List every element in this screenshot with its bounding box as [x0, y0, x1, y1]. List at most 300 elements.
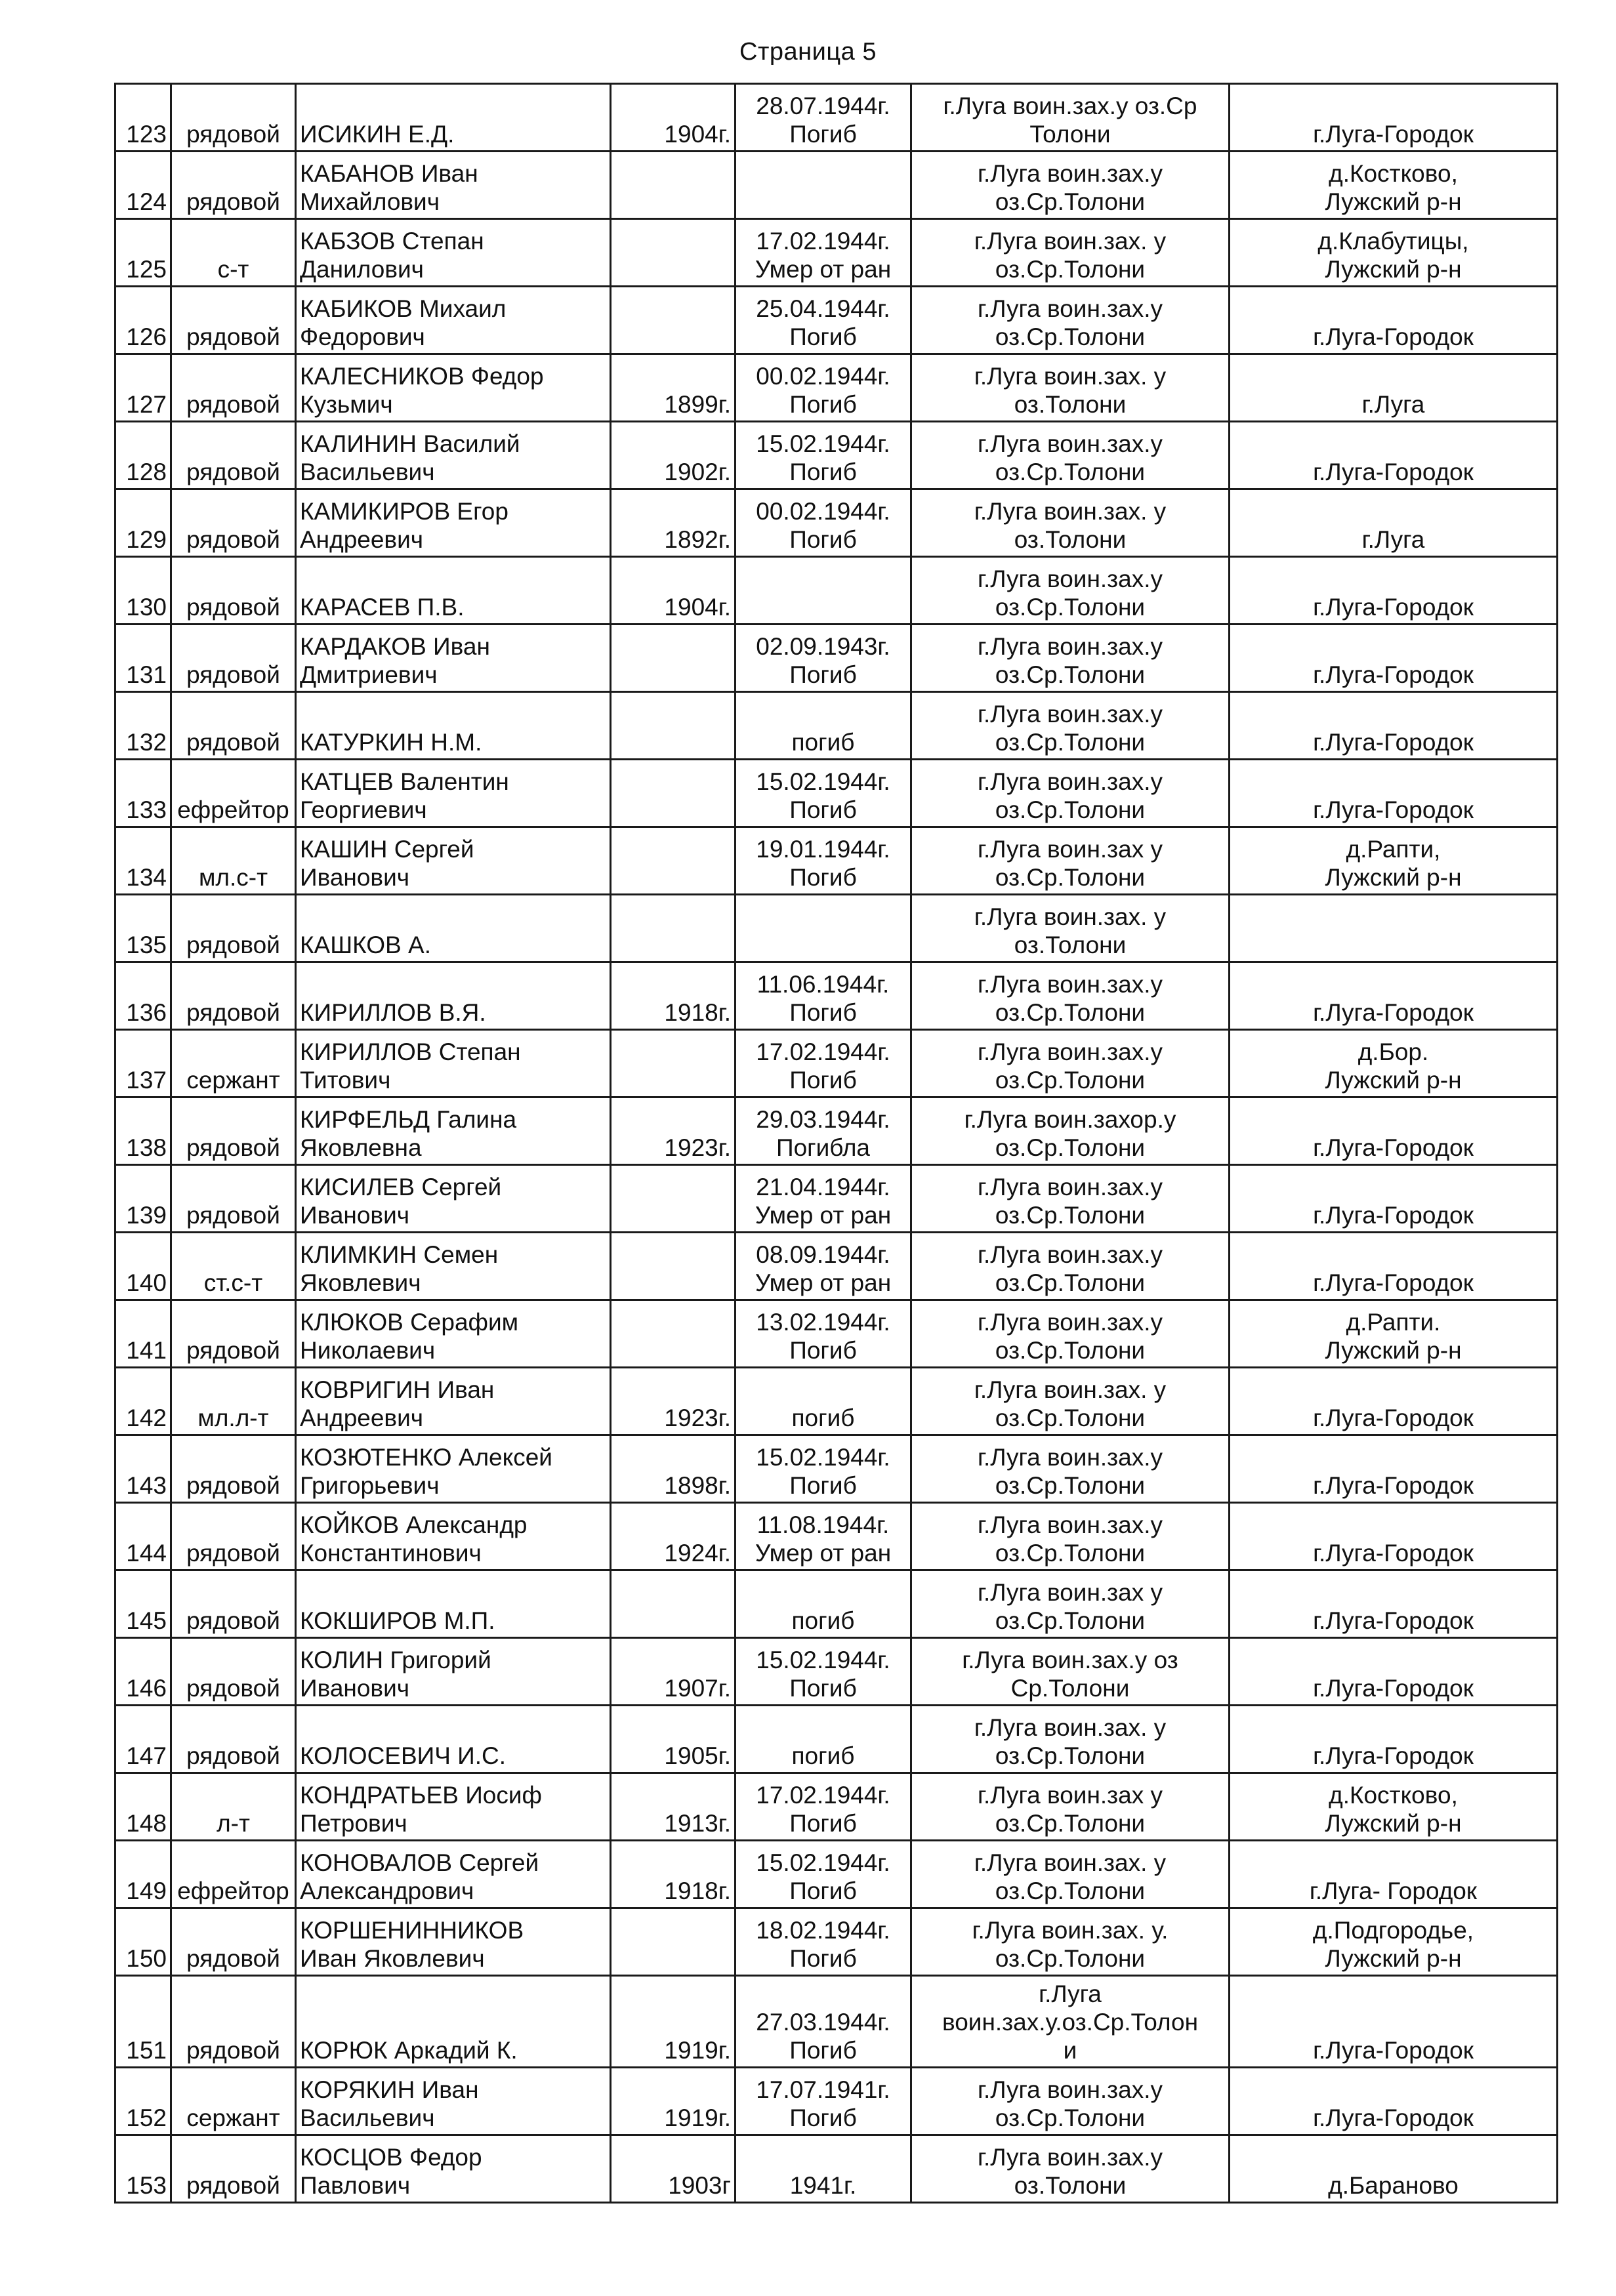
name-cell-text: КАМИКИРОВ Егор Андреевич	[300, 498, 508, 554]
rank-cell-text: рядовой	[186, 729, 280, 756]
origin-cell-text: г.Луга-Городок	[1313, 1269, 1474, 1297]
death-info-cell-text: 00.02.1944г. Погиб	[756, 363, 890, 419]
row-number-text: 147	[126, 1742, 167, 1770]
row-number	[115, 895, 171, 962]
row-number-text: 125	[126, 256, 167, 283]
table-row	[115, 422, 1558, 489]
rank-cell-text: л-т	[217, 1810, 250, 1837]
rank-cell	[171, 1300, 296, 1368]
origin-cell	[1230, 1706, 1558, 1773]
origin-cell-text: г.Луга-Городок	[1313, 2104, 1474, 2132]
death-info-cell-text: 21.04.1944г. Умер от ран	[755, 1174, 892, 1229]
death-info-cell	[735, 1773, 911, 1841]
origin-cell	[1230, 2135, 1558, 2203]
rank-cell	[171, 692, 296, 760]
rank-cell	[171, 1638, 296, 1706]
death-info-cell-text: погиб	[791, 1404, 855, 1432]
death-info-cell	[735, 962, 911, 1030]
rank-cell	[171, 2135, 296, 2203]
rank-cell-text: рядовой	[186, 661, 280, 689]
origin-cell	[1230, 895, 1558, 962]
burial-place-cell-text: г.Луга воин.зах. у оз.Толони	[974, 903, 1167, 959]
burial-place-cell	[911, 1368, 1230, 1435]
burial-place-cell	[911, 1097, 1230, 1165]
name-cell	[296, 895, 611, 962]
row-number-text: 152	[126, 2104, 167, 2132]
name-cell-text: КИСИЛЕВ Сергей Иванович	[300, 1174, 502, 1229]
birth-year-cell	[611, 827, 735, 895]
death-info-cell	[735, 557, 911, 625]
table-row	[115, 895, 1558, 962]
name-cell-text: КАБЗОВ Степан Данилович	[300, 228, 484, 283]
rank-cell-text: мл.л-т	[197, 1404, 269, 1432]
origin-cell	[1230, 1976, 1558, 2068]
burial-place-cell	[911, 84, 1230, 152]
death-info-cell-text: погиб	[791, 1742, 855, 1770]
row-number-text: 139	[126, 1202, 167, 1229]
row-number	[115, 1233, 171, 1300]
birth-year-cell	[611, 1706, 735, 1773]
death-info-cell	[735, 760, 911, 827]
name-cell-text: КИРИЛЛОВ Степан Титович	[300, 1038, 521, 1094]
death-info-cell	[735, 1097, 911, 1165]
birth-year-cell	[611, 692, 735, 760]
origin-cell-text: д.Рапти. Лужский р-н	[1325, 1309, 1462, 1364]
burial-place-cell	[911, 625, 1230, 692]
death-info-cell-text: 27.03.1944г. Погиб	[756, 2009, 890, 2064]
birth-year-cell	[611, 1773, 735, 1841]
row-number-text: 131	[126, 661, 167, 689]
death-info-cell	[735, 422, 911, 489]
death-info-cell-text: 17.02.1944г. Погиб	[756, 1782, 890, 1837]
birth-year-cell	[611, 1570, 735, 1638]
origin-cell-text: г.Луга-Городок	[1313, 661, 1474, 689]
rank-cell-text: рядовой	[186, 526, 280, 554]
name-cell	[296, 422, 611, 489]
burial-place-cell	[911, 489, 1230, 557]
rank-cell-text: рядовой	[186, 1134, 280, 1162]
row-number-text: 149	[126, 1877, 167, 1905]
death-info-cell	[735, 1435, 911, 1503]
row-number	[115, 1030, 171, 1097]
burial-place-cell	[911, 1908, 1230, 1976]
birth-year-cell	[611, 287, 735, 354]
birth-year-cell	[611, 354, 735, 422]
row-number-text: 133	[126, 796, 167, 824]
rank-cell-text: рядовой	[186, 121, 280, 148]
row-number-text: 145	[126, 1607, 167, 1635]
row-number-text: 136	[126, 999, 167, 1027]
birth-year-cell-text: 1907г.	[664, 1675, 731, 1702]
table-row	[115, 1908, 1558, 1976]
origin-cell	[1230, 1841, 1558, 1908]
burial-place-cell-text: г.Луга воин.зах.у.оз.Ср.Толон и	[942, 1980, 1199, 2064]
name-cell	[296, 287, 611, 354]
death-info-cell-text: 08.09.1944г. Умер от ран	[755, 1241, 892, 1297]
row-number	[115, 1368, 171, 1435]
row-number	[115, 1773, 171, 1841]
death-info-cell-text: 13.02.1944г. Погиб	[756, 1309, 890, 1364]
birth-year-cell	[611, 2135, 735, 2203]
name-cell	[296, 1570, 611, 1638]
name-cell	[296, 1368, 611, 1435]
origin-cell	[1230, 489, 1558, 557]
name-cell	[296, 557, 611, 625]
name-cell-text: КАБАНОВ Иван Михайлович	[300, 160, 478, 216]
rank-cell-text: мл.с-т	[198, 864, 268, 892]
rank-cell	[171, 1030, 296, 1097]
death-info-cell	[735, 1638, 911, 1706]
origin-cell-text: д.Бараново	[1328, 2172, 1459, 2200]
name-cell-text: КИРИЛЛОВ В.Я.	[300, 999, 486, 1027]
row-number-text: 153	[126, 2172, 167, 2200]
origin-cell-text: д.Рапти, Лужский р-н	[1325, 836, 1462, 892]
birth-year-cell	[611, 1503, 735, 1570]
origin-cell	[1230, 1300, 1558, 1368]
death-info-cell	[735, 1503, 911, 1570]
burial-place-cell-text: г.Луга воин.зах.у оз.Ср.Толони	[977, 971, 1163, 1027]
burial-place-cell	[911, 2068, 1230, 2135]
birth-year-cell	[611, 962, 735, 1030]
burial-place-cell-text: г.Луга воин.зах. у оз.Толони	[974, 498, 1167, 554]
origin-cell-text: г.Луга-Городок	[1313, 1134, 1474, 1162]
origin-cell	[1230, 692, 1558, 760]
burial-place-cell	[911, 422, 1230, 489]
rank-cell	[171, 760, 296, 827]
origin-cell-text: д.Костково, Лужский р-н	[1325, 1782, 1462, 1837]
row-number	[115, 2068, 171, 2135]
table-row	[115, 84, 1558, 152]
birth-year-cell	[611, 152, 735, 219]
burial-place-cell-text: г.Луга воин.зах.у оз.Ср.Толони	[977, 1511, 1163, 1567]
row-number-text: 129	[126, 526, 167, 554]
table-row	[115, 557, 1558, 625]
burial-place-cell	[911, 1300, 1230, 1368]
origin-cell-text: г.Луга-Городок	[1313, 594, 1474, 621]
name-cell-text: КОРШЕНИННИКОВ Иван Яковлевич	[300, 1917, 524, 1973]
birth-year-cell-text: 1898г.	[664, 1472, 731, 1500]
birth-year-cell	[611, 760, 735, 827]
table-row	[115, 219, 1558, 287]
row-number	[115, 1908, 171, 1976]
rank-cell	[171, 1773, 296, 1841]
burial-place-cell-text: г.Луга воин.зах у оз.Ср.Толони	[977, 1579, 1163, 1635]
table-row	[115, 1503, 1558, 1570]
birth-year-cell	[611, 422, 735, 489]
burial-place-cell	[911, 287, 1230, 354]
origin-cell-text: д.Костково, Лужский р-н	[1325, 160, 1462, 216]
birth-year-cell	[611, 219, 735, 287]
origin-cell-text: г.Луга-Городок	[1313, 1472, 1474, 1500]
burial-place-cell-text: г.Луга воин.зах.у оз.Ср.Толони	[977, 565, 1163, 621]
birth-year-cell	[611, 1638, 735, 1706]
origin-cell	[1230, 557, 1558, 625]
name-cell-text: КОНОВАЛОВ Сергей Александрович	[300, 1849, 539, 1905]
table-row	[115, 152, 1558, 219]
name-cell-text: КОЗЮТЕНКО Алексей Григорьевич	[300, 1444, 552, 1500]
birth-year-cell	[611, 1233, 735, 1300]
origin-cell-text: г.Луга-Городок	[1313, 1540, 1474, 1567]
rank-cell-text: ефрейтор	[177, 1877, 289, 1905]
name-cell	[296, 2135, 611, 2203]
birth-year-cell	[611, 84, 735, 152]
origin-cell	[1230, 287, 1558, 354]
burial-place-cell-text: г.Луга воин.зах.у оз Ср.Толони	[962, 1647, 1178, 1702]
birth-year-cell-text: 1902г.	[664, 459, 731, 486]
table-row	[115, 625, 1558, 692]
rank-cell	[171, 1503, 296, 1570]
roster-body	[115, 84, 1558, 2203]
origin-cell	[1230, 1233, 1558, 1300]
row-number-text: 127	[126, 391, 167, 419]
rank-cell	[171, 1368, 296, 1435]
death-info-cell	[735, 1233, 911, 1300]
rank-cell	[171, 287, 296, 354]
origin-cell-text: г.Луга-Городок	[1313, 729, 1474, 756]
name-cell-text: КАРАСЕВ П.В.	[300, 594, 465, 621]
birth-year-cell	[611, 1165, 735, 1233]
birth-year-cell	[611, 1030, 735, 1097]
death-info-cell	[735, 1570, 911, 1638]
name-cell	[296, 1976, 611, 2068]
rank-cell-text: ст.с-т	[203, 1269, 263, 1297]
death-info-cell	[735, 1841, 911, 1908]
origin-cell-text: д.Клабутицы, Лужский р-н	[1317, 228, 1469, 283]
birth-year-cell-text: 1903г	[668, 2172, 731, 2200]
birth-year-cell-text: 1919г.	[664, 2037, 731, 2064]
birth-year-cell-text: 1892г.	[664, 526, 731, 554]
rank-cell-text: рядовой	[186, 594, 280, 621]
row-number	[115, 354, 171, 422]
row-number	[115, 1706, 171, 1773]
rank-cell	[171, 625, 296, 692]
burial-place-cell	[911, 2135, 1230, 2203]
row-number-text: 144	[126, 1540, 167, 1567]
death-info-cell	[735, 1976, 911, 2068]
burial-place-cell-text: г.Луга воин.зах.у оз.Ср.Толони	[977, 1241, 1163, 1297]
burial-place-cell	[911, 1638, 1230, 1706]
birth-year-cell-text: 1918г.	[664, 999, 731, 1027]
death-info-cell	[735, 895, 911, 962]
birth-year-cell	[611, 1841, 735, 1908]
table-row	[115, 287, 1558, 354]
name-cell	[296, 827, 611, 895]
burial-roster-table	[114, 83, 1558, 2204]
row-number	[115, 1165, 171, 1233]
origin-cell	[1230, 1368, 1558, 1435]
table-row	[115, 1097, 1558, 1165]
rank-cell	[171, 1976, 296, 2068]
row-number	[115, 287, 171, 354]
name-cell-text: КОНДРАТЬЕВ Иосиф Петрович	[300, 1782, 542, 1837]
birth-year-cell-text: 1905г.	[664, 1742, 731, 1770]
burial-place-cell-text: г.Луга воин.зах у оз.Ср.Толони	[977, 836, 1163, 892]
rank-cell-text: рядовой	[186, 932, 280, 959]
burial-place-cell-text: г.Луга воин.зах.у оз.Ср.Толони	[977, 701, 1163, 756]
row-number-text: 132	[126, 729, 167, 756]
death-info-cell	[735, 625, 911, 692]
death-info-cell-text: 00.02.1944г. Погиб	[756, 498, 890, 554]
burial-place-cell	[911, 557, 1230, 625]
burial-place-cell-text: г.Луга воин.зах.у оз.Ср.Толони	[977, 160, 1163, 216]
burial-place-cell	[911, 1503, 1230, 1570]
death-info-cell-text: 15.02.1944г. Погиб	[756, 1444, 890, 1500]
rank-cell-text: рядовой	[186, 1202, 280, 1229]
burial-place-cell-text: г.Луга воин.захор.у оз.Ср.Толони	[964, 1106, 1176, 1162]
origin-cell	[1230, 1097, 1558, 1165]
rank-cell	[171, 962, 296, 1030]
table-row	[115, 1773, 1558, 1841]
name-cell	[296, 1233, 611, 1300]
birth-year-cell-text: 1904г.	[664, 121, 731, 148]
row-number-text: 137	[126, 1067, 167, 1094]
name-cell-text: ИСИКИН Е.Д.	[300, 121, 455, 148]
name-cell	[296, 692, 611, 760]
birth-year-cell	[611, 1368, 735, 1435]
origin-cell-text: г.Луга-Городок	[1313, 796, 1474, 824]
table-row	[115, 1435, 1558, 1503]
rank-cell	[171, 422, 296, 489]
row-number	[115, 84, 171, 152]
name-cell	[296, 1841, 611, 1908]
name-cell-text: КЛЮКОВ Серафим Николаевич	[300, 1309, 519, 1364]
origin-cell-text: г.Луга-Городок	[1313, 2037, 1474, 2064]
birth-year-cell	[611, 489, 735, 557]
burial-place-cell	[911, 760, 1230, 827]
death-info-cell-text: 17.02.1944г. Погиб	[756, 1038, 890, 1094]
burial-place-cell	[911, 152, 1230, 219]
death-info-cell	[735, 827, 911, 895]
table-row	[115, 1165, 1558, 1233]
origin-cell	[1230, 1165, 1558, 1233]
burial-place-cell-text: г.Луга воин.зах. у оз.Ср.Толони	[974, 228, 1167, 283]
name-cell	[296, 1435, 611, 1503]
burial-place-cell	[911, 1976, 1230, 2068]
birth-year-cell-text: 1899г.	[664, 391, 731, 419]
origin-cell	[1230, 827, 1558, 895]
row-number	[115, 489, 171, 557]
origin-cell-text: г.Луга-Городок	[1313, 1202, 1474, 1229]
row-number-text: 151	[126, 2037, 167, 2064]
origin-cell-text: г.Луга-Городок	[1313, 1404, 1474, 1432]
birth-year-cell	[611, 1435, 735, 1503]
death-info-cell-text: 19.01.1944г. Погиб	[756, 836, 890, 892]
name-cell	[296, 1503, 611, 1570]
origin-cell	[1230, 1435, 1558, 1503]
death-info-cell	[735, 489, 911, 557]
birth-year-cell	[611, 2068, 735, 2135]
death-info-cell	[735, 1300, 911, 1368]
table-row	[115, 1570, 1558, 1638]
burial-place-cell	[911, 219, 1230, 287]
rank-cell	[171, 1233, 296, 1300]
table-row	[115, 1976, 1558, 2068]
name-cell	[296, 1908, 611, 1976]
origin-cell	[1230, 1570, 1558, 1638]
name-cell-text: КАШИН Сергей Иванович	[300, 836, 474, 892]
table-row	[115, 1368, 1558, 1435]
name-cell-text: КОКШИРОВ М.П.	[300, 1607, 495, 1635]
burial-place-cell	[911, 1165, 1230, 1233]
row-number	[115, 2135, 171, 2203]
birth-year-cell	[611, 1908, 735, 1976]
row-number	[115, 962, 171, 1030]
name-cell	[296, 1030, 611, 1097]
name-cell	[296, 962, 611, 1030]
row-number	[115, 1300, 171, 1368]
origin-cell-text: г.Луга-Городок	[1313, 1742, 1474, 1770]
burial-place-cell	[911, 1841, 1230, 1908]
table-row	[115, 1030, 1558, 1097]
origin-cell	[1230, 1503, 1558, 1570]
death-info-cell-text: погиб	[791, 729, 855, 756]
origin-cell-text: г.Луга-Городок	[1313, 121, 1474, 148]
birth-year-cell	[611, 1976, 735, 2068]
name-cell-text: КАТЦЕВ Валентин Георгиевич	[300, 768, 509, 824]
rank-cell	[171, 895, 296, 962]
death-info-cell	[735, 1165, 911, 1233]
origin-cell-text: г.Луга-Городок	[1313, 1607, 1474, 1635]
row-number-text: 135	[126, 932, 167, 959]
death-info-cell-text: 28.07.1944г. Погиб	[756, 92, 890, 148]
burial-place-cell	[911, 962, 1230, 1030]
row-number	[115, 625, 171, 692]
row-number	[115, 219, 171, 287]
rank-cell-text: рядовой	[186, 188, 280, 216]
row-number-text: 138	[126, 1134, 167, 1162]
rank-cell-text: рядовой	[186, 1607, 280, 1635]
origin-cell	[1230, 625, 1558, 692]
origin-cell-text: г.Луга	[1361, 391, 1425, 419]
rank-cell	[171, 1841, 296, 1908]
origin-cell-text: г.Луга-Городок	[1313, 1675, 1474, 1702]
birth-year-cell	[611, 625, 735, 692]
origin-cell-text: д.Подгородье, Лужский р-н	[1312, 1917, 1474, 1973]
rank-cell	[171, 1908, 296, 1976]
row-number-text: 143	[126, 1472, 167, 1500]
birth-year-cell	[611, 1097, 735, 1165]
table-row	[115, 2135, 1558, 2203]
table-row	[115, 1638, 1558, 1706]
name-cell-text: КОЛОСЕВИЧ И.С.	[300, 1742, 507, 1770]
table-row	[115, 827, 1558, 895]
burial-place-cell-text: г.Луга воин.зах.у оз.Ср.Толони	[977, 1444, 1163, 1500]
rank-cell	[171, 354, 296, 422]
rank-cell-text: рядовой	[186, 1945, 280, 1973]
row-number	[115, 1097, 171, 1165]
row-number	[115, 422, 171, 489]
death-info-cell-text: 02.09.1943г. Погиб	[756, 633, 890, 689]
death-info-cell-text: 1941г.	[789, 2172, 857, 2200]
table-row	[115, 760, 1558, 827]
rank-cell-text: ефрейтор	[177, 796, 289, 824]
burial-place-cell-text: г.Луга воин.зах.у оз.Ср Толони	[943, 92, 1197, 148]
name-cell-text: КОРЮК Аркадий К.	[300, 2037, 518, 2064]
rank-cell-text: сержант	[186, 2104, 280, 2132]
origin-cell	[1230, 1030, 1558, 1097]
burial-place-cell	[911, 827, 1230, 895]
burial-place-cell	[911, 1233, 1230, 1300]
name-cell	[296, 84, 611, 152]
origin-cell	[1230, 1908, 1558, 1976]
birth-year-cell	[611, 1300, 735, 1368]
birth-year-cell-text: 1904г.	[664, 594, 731, 621]
death-info-cell	[735, 1368, 911, 1435]
rank-cell-text: рядовой	[186, 1472, 280, 1500]
burial-place-cell-text: г.Луга воин.зах.у оз.Ср.Толони	[977, 1038, 1163, 1094]
name-cell	[296, 760, 611, 827]
rank-cell	[171, 152, 296, 219]
